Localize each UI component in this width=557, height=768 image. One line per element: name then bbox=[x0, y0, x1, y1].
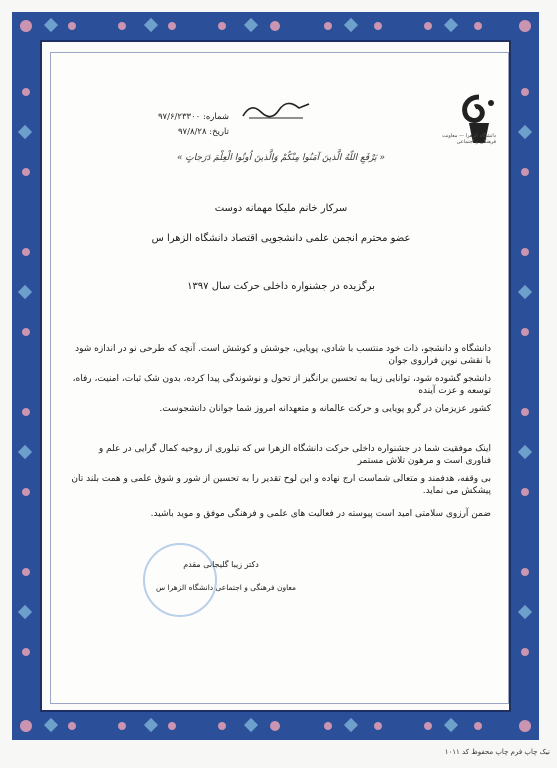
body-line: دانشگاه و دانشجو، ذات خود منتسب با شادی، پویایی، جوشش و کوشش است. آنچه که طرحی نو در اندازه شود با نقشی نوین فراروی جوان bbox=[75, 344, 491, 366]
letter-number: شماره: ۹۷/۶/۲۳۳۰۰ bbox=[157, 112, 229, 122]
certificate-body bbox=[50, 52, 509, 704]
body-line: کشور عزیزمان در گرو پویایی و حرکت عالمانه و متعهدانه امروز شما جوانان دانشجوست. bbox=[159, 404, 491, 414]
body-line: بی وقفه، هدفمند و متعالی شماست ارج نهاده و این لوح تقدیر را به تحسین از شور و شوق علمی و همت بلند تان پیشکش می نماید. bbox=[71, 474, 491, 496]
recipient-name: سرکار خانم ملیکا مهمانه دوست bbox=[214, 203, 348, 214]
letter-date: تاریخ: ۹۷/۸/۲۸ bbox=[177, 127, 229, 137]
recipient-role: عضو محترم انجمن علمی دانشجویی اقتصاد دانشگاه الزهرا س bbox=[151, 233, 411, 244]
letter-meta bbox=[109, 110, 229, 140]
basmala-calligraphy-icon bbox=[241, 98, 311, 122]
body-line: دانشجو گشوده شود، توانایی زیبا به تحسین برانگیز از تحول و نوشوندگی پیدا کرده، بدون شک ثبات، امنیت، رفاه، توسعه و عزت آینده bbox=[72, 374, 491, 396]
award-line: برگزیده در جشنواره داخلی حرکت سال ۱۳۹۷ bbox=[187, 281, 375, 292]
official-stamp bbox=[143, 543, 217, 617]
body-line: اینک موفقیت شما در جشنواره داخلی حرکت دانشگاه الزهرا س که تبلوری از روحیه کمال گرایی در علم و فناوری است و مرهون تلاش مستمر bbox=[98, 444, 491, 466]
signatory-name: دکتر زیبا گلیجانی مقدم bbox=[183, 560, 259, 569]
body-line: ضمن آرزوی سلامتی امید است پیوسته در فعالیت های علمی و فرهنگی موفق و موید باشید. bbox=[150, 509, 491, 519]
quran-verse: « یَرْفَعِ اللّهُ الَّذینَ آمَنُوا مِنْکُمْ وَالَّذینَ اُوتُوا الْعِلْمَ دَرَجاتٍ » bbox=[176, 153, 386, 163]
print-footer: نیک چاپ فرم چاپ محفوظ کد ۱۰۱۱ bbox=[444, 748, 550, 756]
logo-caption: دانشگاه الزهرا — معاونت فرهنگی و اجتماعی bbox=[442, 133, 496, 145]
signatory-title: معاون فرهنگی و اجتماعی دانشگاه الزهرا س bbox=[155, 583, 297, 592]
